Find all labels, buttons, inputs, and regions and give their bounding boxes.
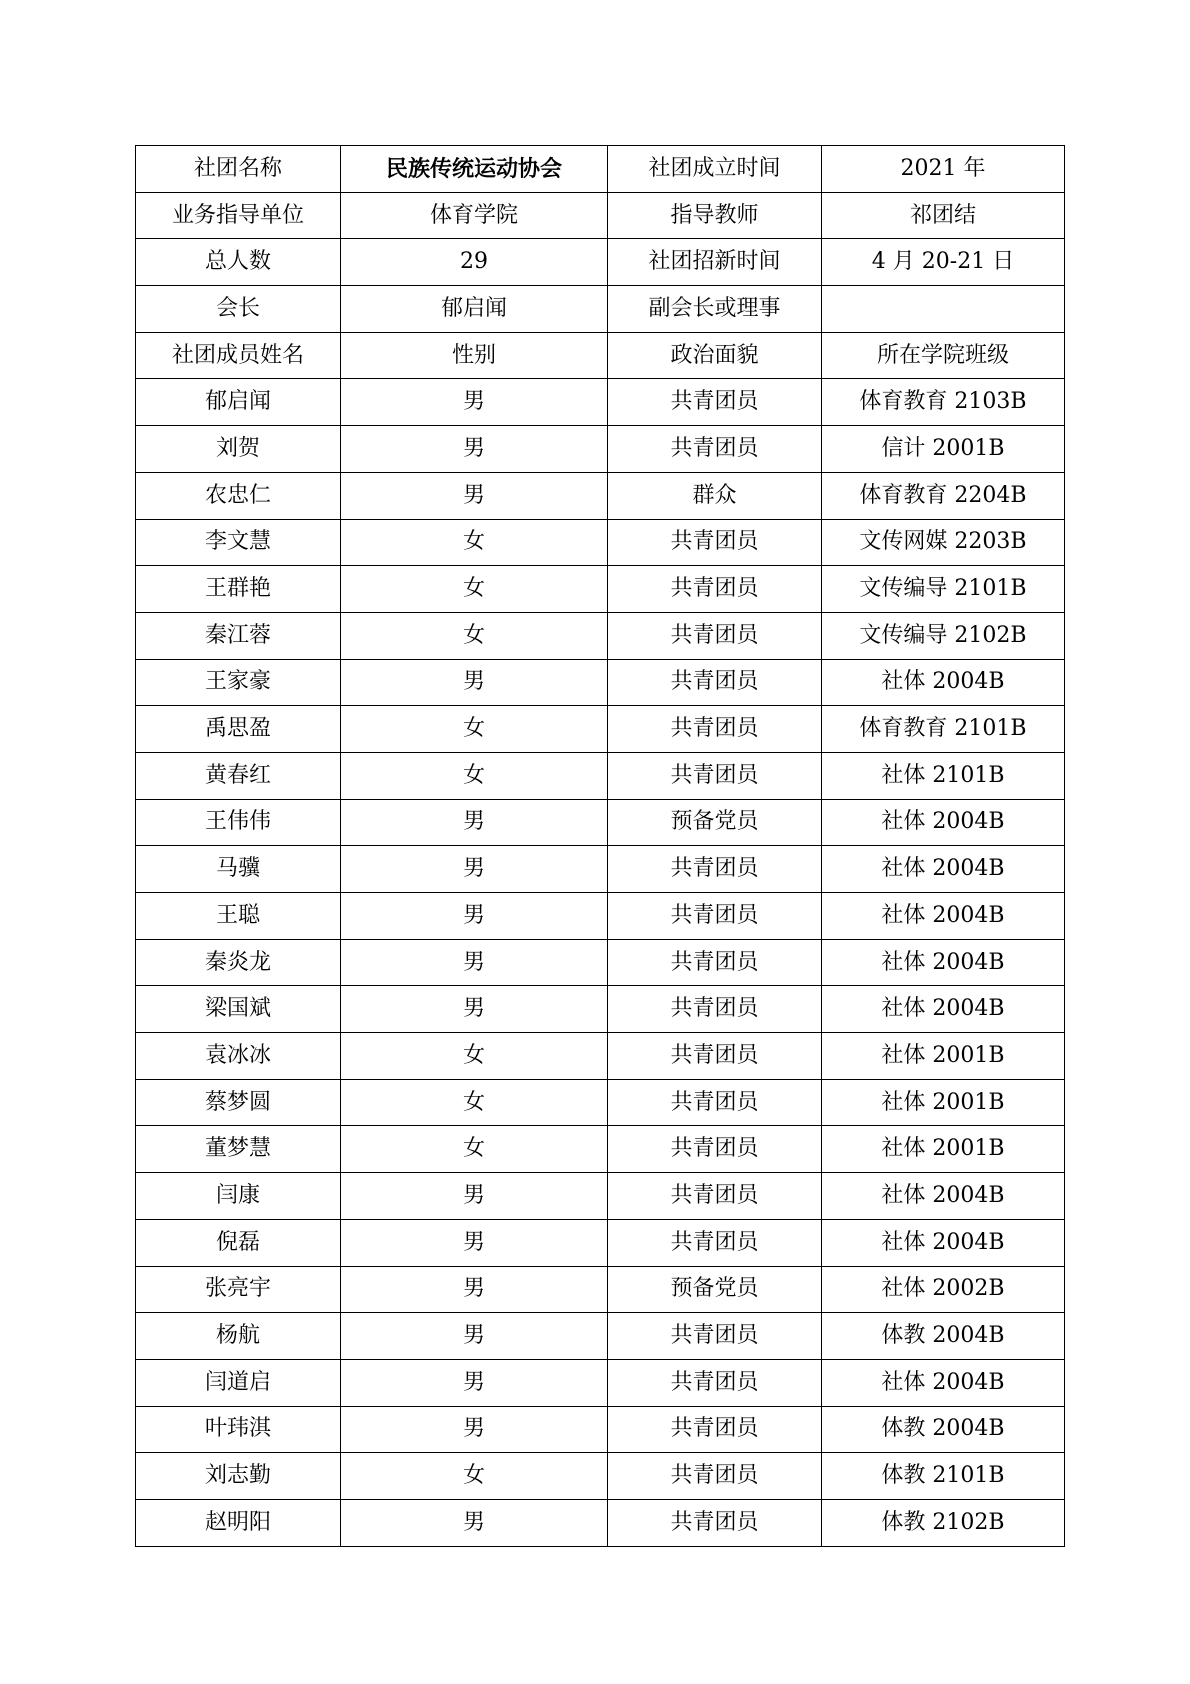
total-value: 29 xyxy=(341,239,608,286)
member-gender: 男 xyxy=(341,1406,608,1453)
member-college-class: 社体 2004B xyxy=(822,893,1065,940)
member-college-class: 社体 2004B xyxy=(822,799,1065,846)
member-political-status: 共青团员 xyxy=(608,1033,822,1080)
member-name: 张亮宇 xyxy=(136,1266,341,1313)
member-row xyxy=(136,1173,1065,1220)
member-gender: 男 xyxy=(341,1266,608,1313)
member-political-status: 共青团员 xyxy=(608,986,822,1033)
member-row xyxy=(136,379,1065,426)
member-gender: 女 xyxy=(341,612,608,659)
club-name-value: 民族传统运动协会 xyxy=(341,146,608,193)
member-college-class: 体教 2004B xyxy=(822,1313,1065,1360)
member-row xyxy=(136,1219,1065,1266)
member-political-status: 共青团员 xyxy=(608,566,822,613)
member-college-class: 信计 2001B xyxy=(822,426,1065,473)
header-political-status: 政治面貌 xyxy=(608,332,822,379)
member-college-class: 文传编导 2102B xyxy=(822,612,1065,659)
member-gender: 男 xyxy=(341,659,608,706)
member-row xyxy=(136,1406,1065,1453)
member-political-status: 共青团员 xyxy=(608,893,822,940)
member-gender: 女 xyxy=(341,566,608,613)
member-political-status: 共青团员 xyxy=(608,1359,822,1406)
advisor-label: 指导教师 xyxy=(608,192,822,239)
president-value: 郁启闻 xyxy=(341,286,608,333)
member-name: 杨航 xyxy=(136,1313,341,1360)
info-row-president xyxy=(136,286,1065,333)
info-row-total xyxy=(136,239,1065,286)
unit-value: 体育学院 xyxy=(341,192,608,239)
member-row xyxy=(136,1079,1065,1126)
member-row xyxy=(136,426,1065,473)
member-name: 王聪 xyxy=(136,893,341,940)
member-name: 秦炎龙 xyxy=(136,939,341,986)
member-gender: 男 xyxy=(341,472,608,519)
member-row xyxy=(136,519,1065,566)
member-row xyxy=(136,1453,1065,1500)
member-name: 王群艳 xyxy=(136,566,341,613)
member-name: 叶玮淇 xyxy=(136,1406,341,1453)
member-gender: 女 xyxy=(341,1079,608,1126)
vice-label: 副会长或理事 xyxy=(608,286,822,333)
member-political-status: 共青团员 xyxy=(608,706,822,753)
info-row-name xyxy=(136,146,1065,193)
member-college-class: 社体 2002B xyxy=(822,1266,1065,1313)
member-gender: 男 xyxy=(341,1313,608,1360)
header-gender: 性别 xyxy=(341,332,608,379)
member-row xyxy=(136,1033,1065,1080)
member-political-status: 共青团员 xyxy=(608,846,822,893)
vice-value xyxy=(822,286,1065,333)
member-political-status: 共青团员 xyxy=(608,612,822,659)
member-college-class: 体教 2004B xyxy=(822,1406,1065,1453)
member-gender: 男 xyxy=(341,1499,608,1546)
founded-label: 社团成立时间 xyxy=(608,146,822,193)
member-gender: 男 xyxy=(341,939,608,986)
member-name: 董梦慧 xyxy=(136,1126,341,1173)
member-political-status: 共青团员 xyxy=(608,1499,822,1546)
member-political-status: 群众 xyxy=(608,472,822,519)
member-political-status: 共青团员 xyxy=(608,1313,822,1360)
member-political-status: 共青团员 xyxy=(608,659,822,706)
member-political-status: 预备党员 xyxy=(608,1266,822,1313)
member-row xyxy=(136,706,1065,753)
member-row xyxy=(136,893,1065,940)
member-political-status: 共青团员 xyxy=(608,752,822,799)
member-name: 闫康 xyxy=(136,1173,341,1220)
club-name-label: 社团名称 xyxy=(136,146,341,193)
member-political-status: 共青团员 xyxy=(608,1219,822,1266)
founded-value: 2021 年 xyxy=(822,146,1065,193)
member-name: 刘志勤 xyxy=(136,1453,341,1500)
member-college-class: 社体 2004B xyxy=(822,939,1065,986)
member-gender: 男 xyxy=(341,1359,608,1406)
member-political-status: 共青团员 xyxy=(608,426,822,473)
member-name: 马骥 xyxy=(136,846,341,893)
member-college-class: 体教 2101B xyxy=(822,1453,1065,1500)
member-political-status: 共青团员 xyxy=(608,1453,822,1500)
header-college-class: 所在学院班级 xyxy=(822,332,1065,379)
member-name: 赵明阳 xyxy=(136,1499,341,1546)
member-gender: 男 xyxy=(341,1173,608,1220)
member-name: 袁冰冰 xyxy=(136,1033,341,1080)
president-label: 会长 xyxy=(136,286,341,333)
unit-label: 业务指导单位 xyxy=(136,192,341,239)
member-gender: 男 xyxy=(341,379,608,426)
member-name: 蔡梦圆 xyxy=(136,1079,341,1126)
roster-body xyxy=(136,146,1065,1547)
club-roster-table xyxy=(135,145,1065,1547)
member-college-class: 社体 2004B xyxy=(822,986,1065,1033)
member-college-class: 文传编导 2101B xyxy=(822,566,1065,613)
member-gender: 女 xyxy=(341,1033,608,1080)
member-row xyxy=(136,566,1065,613)
member-gender: 女 xyxy=(341,519,608,566)
member-political-status: 共青团员 xyxy=(608,379,822,426)
member-row xyxy=(136,986,1065,1033)
member-name: 农忠仁 xyxy=(136,472,341,519)
member-college-class: 体育教育 2101B xyxy=(822,706,1065,753)
info-row-unit xyxy=(136,192,1065,239)
member-row xyxy=(136,799,1065,846)
member-college-class: 社体 2001B xyxy=(822,1126,1065,1173)
member-political-status: 共青团员 xyxy=(608,1173,822,1220)
member-row xyxy=(136,612,1065,659)
member-gender: 女 xyxy=(341,752,608,799)
member-gender: 女 xyxy=(341,1126,608,1173)
member-college-class: 社体 2004B xyxy=(822,846,1065,893)
member-college-class: 社体 2004B xyxy=(822,1359,1065,1406)
member-row xyxy=(136,939,1065,986)
member-name: 黄春红 xyxy=(136,752,341,799)
member-college-class: 文传网媒 2203B xyxy=(822,519,1065,566)
member-name: 刘贺 xyxy=(136,426,341,473)
member-row xyxy=(136,1499,1065,1546)
recruit-label: 社团招新时间 xyxy=(608,239,822,286)
member-political-status: 共青团员 xyxy=(608,1079,822,1126)
member-college-class: 社体 2004B xyxy=(822,1173,1065,1220)
member-row xyxy=(136,472,1065,519)
member-college-class: 体教 2102B xyxy=(822,1499,1065,1546)
member-row xyxy=(136,1266,1065,1313)
member-name: 王伟伟 xyxy=(136,799,341,846)
member-gender: 男 xyxy=(341,846,608,893)
total-label: 总人数 xyxy=(136,239,341,286)
member-college-class: 社体 2004B xyxy=(822,1219,1065,1266)
member-college-class: 社体 2004B xyxy=(822,659,1065,706)
members-header-row xyxy=(136,332,1065,379)
member-name: 梁国斌 xyxy=(136,986,341,1033)
member-political-status: 共青团员 xyxy=(608,1126,822,1173)
member-name: 李文慧 xyxy=(136,519,341,566)
member-gender: 男 xyxy=(341,986,608,1033)
member-gender: 女 xyxy=(341,706,608,753)
member-college-class: 社体 2101B xyxy=(822,752,1065,799)
header-name: 社团成员姓名 xyxy=(136,332,341,379)
member-name: 王家豪 xyxy=(136,659,341,706)
member-political-status: 共青团员 xyxy=(608,939,822,986)
member-college-class: 体育教育 2103B xyxy=(822,379,1065,426)
member-college-class: 社体 2001B xyxy=(822,1033,1065,1080)
member-gender: 女 xyxy=(341,1453,608,1500)
member-name: 郁启闻 xyxy=(136,379,341,426)
member-gender: 男 xyxy=(341,893,608,940)
member-row xyxy=(136,1126,1065,1173)
member-name: 倪磊 xyxy=(136,1219,341,1266)
member-gender: 男 xyxy=(341,1219,608,1266)
member-row xyxy=(136,1359,1065,1406)
member-gender: 男 xyxy=(341,426,608,473)
member-row xyxy=(136,752,1065,799)
member-gender: 男 xyxy=(341,799,608,846)
member-name: 禹思盈 xyxy=(136,706,341,753)
advisor-value: 祁团结 xyxy=(822,192,1065,239)
member-political-status: 共青团员 xyxy=(608,1406,822,1453)
member-name: 闫道启 xyxy=(136,1359,341,1406)
member-row xyxy=(136,846,1065,893)
member-row xyxy=(136,1313,1065,1360)
member-political-status: 共青团员 xyxy=(608,519,822,566)
member-political-status: 预备党员 xyxy=(608,799,822,846)
member-row xyxy=(136,659,1065,706)
member-college-class: 社体 2001B xyxy=(822,1079,1065,1126)
member-name: 秦江蓉 xyxy=(136,612,341,659)
member-college-class: 体育教育 2204B xyxy=(822,472,1065,519)
recruit-value: 4 月 20-21 日 xyxy=(822,239,1065,286)
